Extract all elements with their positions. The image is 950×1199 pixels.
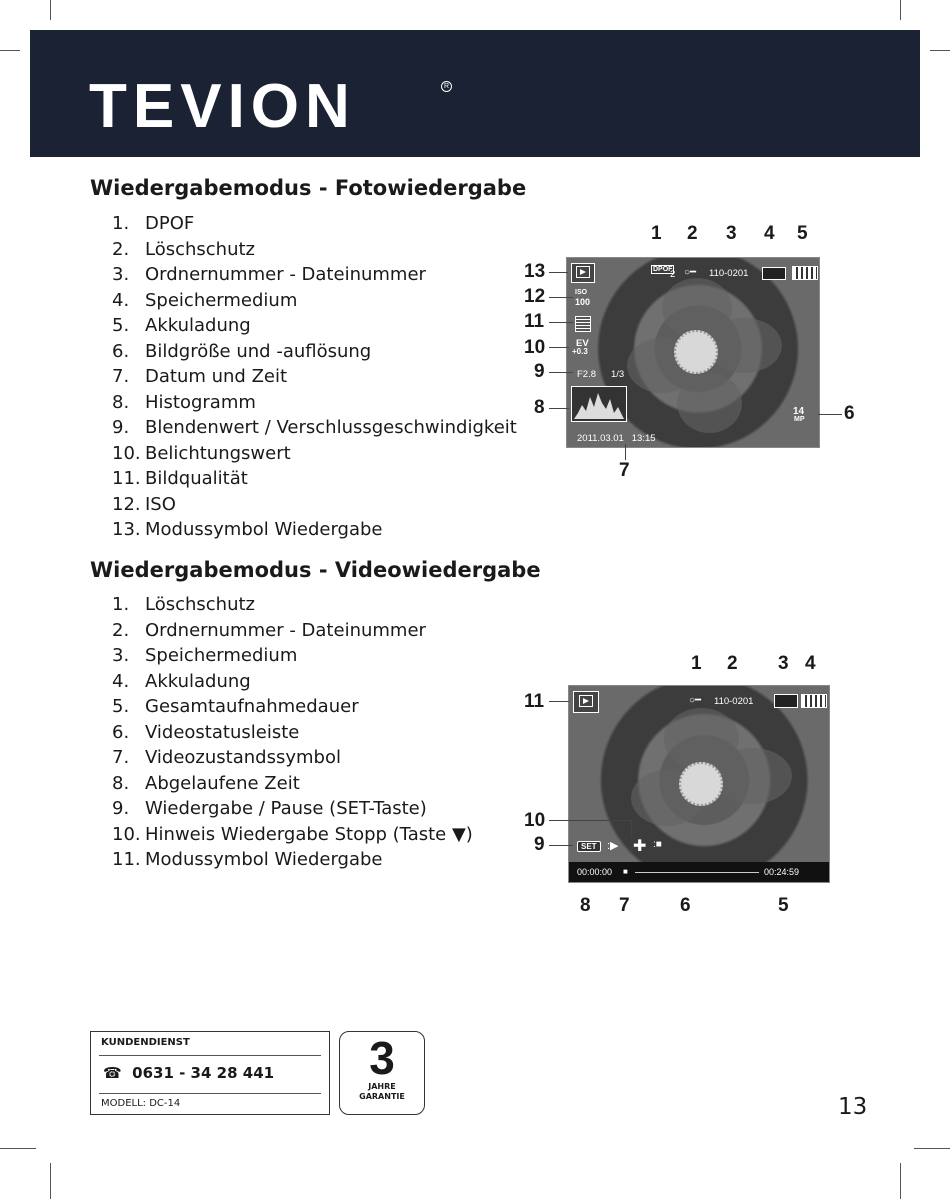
- date-time: 2011.03.01 13:15: [577, 433, 656, 444]
- file-number: 110-0201: [714, 696, 754, 707]
- legend-label: Videozustandssymbol: [145, 747, 341, 768]
- legend-number: 3.: [112, 645, 130, 666]
- set-button-hint: SET: [577, 841, 601, 852]
- phone-number: 0631 - 34 28 441: [132, 1064, 275, 1082]
- callout-7: 7: [619, 895, 630, 916]
- service-title: KUNDENDIENST: [101, 1037, 190, 1048]
- dpof-icon: DPOF: [653, 266, 673, 273]
- legend-number: 9.: [112, 798, 130, 819]
- legend-number: 7.: [112, 366, 130, 387]
- legend-label: Ordnernummer - Dateinummer: [145, 619, 426, 641]
- legend-item: [112, 592, 473, 618]
- legend-label: Belichtungswert: [145, 442, 291, 464]
- page-number: 13: [838, 1094, 868, 1120]
- flower-petal: [714, 748, 792, 804]
- legend-label: Abgelaufene Zeit: [145, 772, 300, 794]
- callout-11: 11: [524, 691, 545, 712]
- stop-icon: :■: [653, 839, 662, 850]
- legend-label: Speichermedium: [145, 645, 298, 666]
- legend-item: [112, 237, 517, 263]
- legend-label: Datum und Zeit: [145, 366, 288, 387]
- legend-number: 1.: [112, 594, 130, 615]
- warranty-line-2: GARANTIE: [359, 1092, 405, 1101]
- progress-track: [635, 872, 759, 873]
- quality-icon: [575, 316, 591, 332]
- leader-line: [549, 372, 573, 373]
- phone-icon: ☎: [103, 1064, 122, 1082]
- key-icon: ○━: [689, 695, 702, 706]
- play-mode-icon: [573, 691, 599, 713]
- video-state-icon: ■: [623, 867, 628, 876]
- image-size-unit: MP: [794, 416, 805, 423]
- memory-card-icon: [774, 694, 798, 708]
- legend-number: 13.: [112, 519, 141, 540]
- legend-number: 10.: [112, 823, 141, 845]
- legend-item: [112, 211, 517, 237]
- ev-value: +0.3: [572, 347, 588, 356]
- callout-8: 8: [534, 397, 545, 418]
- photo-legend-list: [112, 211, 517, 543]
- callout-4: 4: [764, 223, 775, 244]
- legend-label: Löschschutz: [145, 594, 256, 615]
- callout-1: 1: [691, 653, 702, 674]
- total-time: 00:24:59: [764, 867, 800, 877]
- ev-label: EV: [576, 338, 589, 349]
- legend-item: [112, 822, 473, 848]
- legend-number: 12.: [112, 493, 141, 515]
- callout-1: 1: [651, 223, 662, 244]
- legend-item: [112, 720, 473, 746]
- callout-5: 5: [778, 895, 789, 916]
- legend-item: [112, 745, 473, 771]
- callout-11: 11: [524, 311, 545, 332]
- legend-number: 4.: [112, 670, 130, 692]
- legend-number: 9.: [112, 417, 130, 438]
- legend-number: 1.: [112, 213, 130, 234]
- legend-number: 8.: [112, 772, 130, 794]
- flower-petal: [707, 318, 782, 373]
- legend-item: [112, 390, 517, 416]
- legend-item: [112, 694, 473, 720]
- legend-label: Ordnernummer - Dateinummer: [145, 264, 426, 285]
- callout-10: 10: [524, 337, 546, 358]
- legend-number: 2.: [112, 238, 130, 260]
- play-mode-icon: [571, 263, 595, 283]
- warranty-years: 3: [369, 1032, 395, 1084]
- photo-section-title: Wiedergabemodus - Fotowiedergabe: [90, 176, 527, 200]
- leader-line: [549, 272, 568, 273]
- callout-4: 4: [805, 653, 816, 674]
- flower-petal: [677, 373, 742, 433]
- legend-label: Histogramm: [145, 391, 256, 413]
- legend-number: 8.: [112, 391, 130, 413]
- key-icon: ○━: [684, 267, 697, 278]
- crop-mark: [900, 0, 901, 20]
- legend-label: Hinweis Wiedergabe Stopp (Taste ▼): [145, 823, 473, 845]
- registered-mark: R: [441, 81, 452, 92]
- callout-3: 3: [778, 653, 789, 674]
- leader-line: [549, 845, 573, 846]
- battery-icon: [801, 694, 827, 708]
- divider: [99, 1055, 321, 1056]
- callout-12: 12: [524, 286, 546, 307]
- legend-label: ISO: [145, 493, 176, 515]
- legend-number: 11.: [112, 468, 141, 489]
- video-playback-screen: [568, 685, 830, 883]
- legend-number: 10.: [112, 442, 141, 464]
- callout-13: 13: [524, 261, 546, 282]
- legend-item: [112, 618, 473, 644]
- elapsed-time: 00:00:00: [577, 867, 613, 877]
- legend-number: 6.: [112, 721, 130, 743]
- legend-item: [112, 262, 517, 288]
- flower-center: [674, 330, 718, 374]
- play-pause-icon: :▶: [607, 840, 619, 852]
- leader-line: [549, 820, 631, 821]
- histogram: [571, 386, 627, 422]
- legend-item: [112, 669, 473, 695]
- crop-mark: [50, 1163, 51, 1199]
- crop-mark: [50, 0, 51, 20]
- legend-number: 7.: [112, 747, 130, 768]
- crop-mark: [900, 1163, 901, 1199]
- legend-item: [112, 466, 517, 492]
- callout-2: 2: [687, 223, 698, 244]
- legend-item: [112, 796, 473, 822]
- legend-label: Modussymbol Wiedergabe: [145, 519, 383, 540]
- dpof-count: 2: [670, 269, 676, 280]
- memory-card-icon: [762, 267, 786, 280]
- aperture-value: F2.8: [577, 369, 597, 380]
- legend-number: 2.: [112, 619, 130, 641]
- leader-line: [549, 408, 569, 409]
- legend-item: [112, 441, 517, 467]
- legend-label: Videostatusleiste: [145, 721, 300, 743]
- legend-item: [112, 492, 517, 518]
- leader-line: [631, 820, 632, 838]
- leader-line: [549, 322, 573, 323]
- legend-label: DPOF: [145, 213, 195, 234]
- iso-value: 100: [575, 297, 591, 307]
- legend-number: 5.: [112, 315, 130, 336]
- callout-6: 6: [680, 895, 691, 916]
- crop-mark: [914, 1148, 950, 1149]
- video-status-bar: [569, 862, 829, 882]
- model-number: MODELL: DC-14: [101, 1098, 181, 1109]
- callout-9: 9: [534, 361, 545, 382]
- image-size: 14: [793, 406, 805, 417]
- iso-label: ISO: [575, 289, 588, 296]
- legend-item: [112, 643, 473, 669]
- legend-number: 5.: [112, 696, 130, 717]
- warranty-line-1: JAHRE: [368, 1082, 396, 1091]
- legend-label: Speichermedium: [145, 289, 298, 311]
- legend-label: Gesamtaufnahmedauer: [145, 696, 359, 717]
- callout-2: 2: [727, 653, 738, 674]
- legend-label: Modussymbol Wiedergabe: [145, 849, 383, 870]
- flower-center: [679, 762, 723, 806]
- legend-number: 11.: [112, 849, 141, 870]
- crop-mark: [0, 1148, 36, 1149]
- legend-item: [112, 288, 517, 314]
- legend-item: [112, 313, 517, 339]
- video-legend-list: [112, 592, 473, 873]
- legend-item: [112, 364, 517, 390]
- brand-logo: TEVION: [89, 72, 356, 141]
- legend-item: [112, 415, 517, 441]
- battery-icon: [792, 266, 818, 280]
- histogram-graph: [572, 387, 626, 421]
- legend-label: Akkuladung: [145, 670, 251, 692]
- photo-playback-screen: [566, 257, 820, 448]
- legend-item: [112, 517, 517, 543]
- dpad-down-icon: ✚: [633, 838, 647, 855]
- callout-5: 5: [797, 223, 808, 244]
- legend-label: Akkuladung: [145, 315, 251, 336]
- legend-label: Blendenwert / Verschlussgeschwindigkeit: [145, 417, 517, 438]
- warranty-badge: [339, 1031, 425, 1115]
- crop-mark: [930, 50, 950, 51]
- legend-label: Löschschutz: [145, 238, 256, 260]
- legend-number: 4.: [112, 289, 130, 311]
- legend-label: Bildqualität: [145, 468, 248, 489]
- legend-item: [112, 771, 473, 797]
- phone-number-row: [103, 1064, 274, 1082]
- callout-8: 8: [580, 895, 591, 916]
- callout-9: 9: [534, 834, 545, 855]
- leader-line: [818, 414, 842, 415]
- video-section-title: Wiedergabemodus - Videowiedergabe: [90, 558, 541, 582]
- shutter-value: 1/3: [611, 369, 625, 380]
- callout-10: 10: [524, 810, 546, 831]
- legend-label: Bildgröße und -auflösung: [145, 340, 372, 362]
- leader-line: [625, 444, 626, 460]
- leader-line: [549, 701, 569, 702]
- crop-mark: [0, 50, 20, 51]
- callout-7: 7: [619, 460, 630, 481]
- legend-label: Wiedergabe / Pause (SET-Taste): [145, 798, 427, 819]
- legend-item: [112, 847, 473, 873]
- file-number: 110-0201: [709, 268, 749, 279]
- leader-line: [549, 297, 573, 298]
- legend-item: [112, 339, 517, 365]
- legend-number: 6.: [112, 340, 130, 362]
- divider: [99, 1093, 321, 1094]
- callout-6: 6: [844, 403, 855, 424]
- customer-service-box: [90, 1031, 330, 1115]
- leader-line: [549, 347, 569, 348]
- legend-number: 3.: [112, 264, 130, 285]
- callout-3: 3: [726, 223, 737, 244]
